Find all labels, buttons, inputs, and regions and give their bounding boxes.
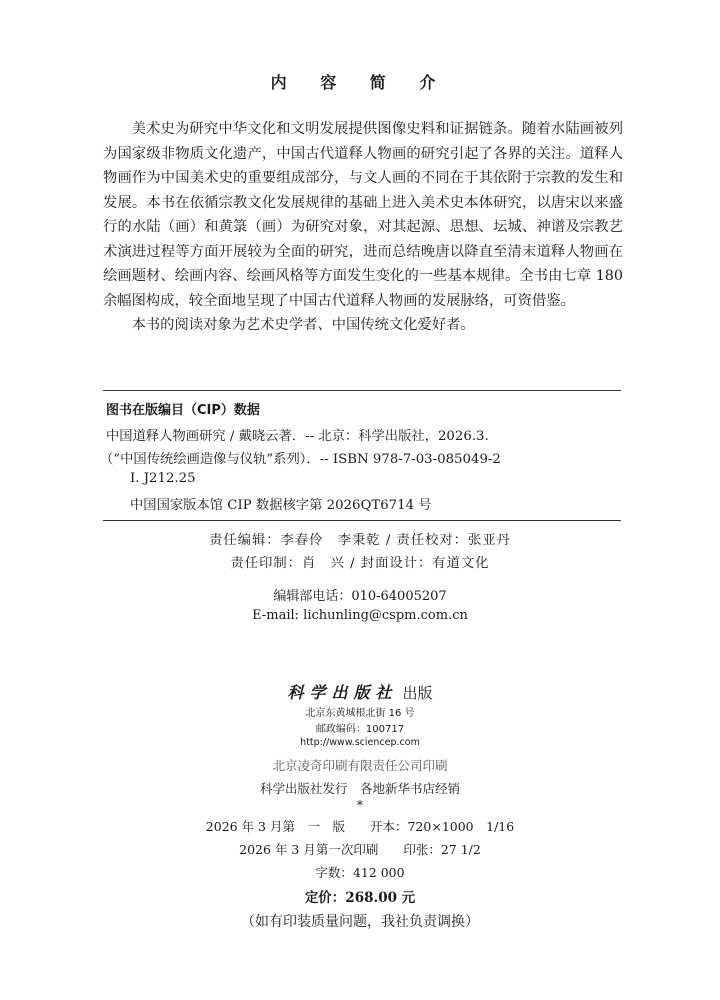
cip-top-rule (103, 390, 621, 391)
cip-line-3: Ⅰ. J212.25 (130, 471, 196, 486)
staff-line-2: 责任印制：肖 兴 / 封面设计：有道文化 (230, 556, 490, 571)
publisher-line (0, 680, 720, 703)
summary-paragraph-1: 美术史为研究中华文化和文明发展提供图像史料和证据链条。随着水陆画被列为国家级非物质文化遗产，中国古代道释人物画的研究引起了各界的关注。道释人物画作为中国美术史的重要组成部分，与文人画的不同在于其依附于宗教的发生和发展。本书在依循宗教文化发展规律的基础上进入美术史本体研究，以唐宋以来盛行的水陆（画）和黄箓（画）为研究对象，对其起源、思想、坛城、神谱及宗教艺术演进过程等方面开展较为全面的研究，进而总结晚唐以降直至清末道释人物画在绘画题材、绘画内容、绘画风格等方面发生变化的一些基本规律。全书由七章 180 余幅图构成，较全面地呈现了中国古代道释人物画的发展脉络，可资借鉴。 (103, 121, 623, 309)
separator-star: * (356, 797, 364, 812)
publisher-address: 北京东黄城根北街 16 号 (305, 708, 415, 719)
cip-line-4: 中国国家版本馆 CIP 数据核字第 2026QT6714 号 (130, 498, 432, 513)
cip-bottom-rule (103, 520, 621, 521)
printer-line: 北京凌奇印刷有限责任公司印刷 (272, 758, 448, 773)
editorial-phone: 编辑部电话：010-64005207 (273, 589, 447, 604)
cip-line-1: 中国道释人物画研究 / 戴晓云著．-- 北京：科学出版社，2026.3. (106, 429, 489, 444)
edition-line-1: 2026 年 3 月第 一 版 开本：720×1000 1/16 (205, 819, 515, 834)
publisher-suffix: 出版 (402, 684, 433, 702)
editorial-email: E-mail: lichunling@cspm.com.cn (252, 608, 468, 623)
edition-line-2: 2026 年 3 月第一次印刷 印张：27 1/2 (239, 842, 481, 857)
distribution-line: 科学出版社发行 各地新华书店经销 (259, 781, 460, 796)
page-title: 内 容 简 介 (270, 73, 450, 92)
cip-heading: 图书在版编目（CIP）数据 (106, 403, 260, 418)
publisher-name: 科学出版社 (287, 683, 398, 702)
quality-note: （如有印装质量问题，我社负责调换） (241, 914, 479, 930)
publisher-postcode: 邮政编码：100717 (315, 724, 405, 735)
price: 定价：268.00 元 (304, 890, 416, 906)
publisher-url: http://www.sciencep.com (300, 737, 420, 748)
summary-text (103, 117, 623, 338)
word-count: 字数：412 000 (315, 865, 405, 880)
summary-paragraph-2: 本书的阅读对象为艺术史学者、中国传统文化爱好者。 (131, 317, 475, 333)
staff-line-1: 责任编辑：李春伶 李秉乾 / 责任校对：张亚丹 (209, 533, 511, 548)
cip-line-2: （“中国传统绘画造像与仪轨”系列）．-- ISBN 978-7-03-085049-2 (100, 452, 501, 467)
